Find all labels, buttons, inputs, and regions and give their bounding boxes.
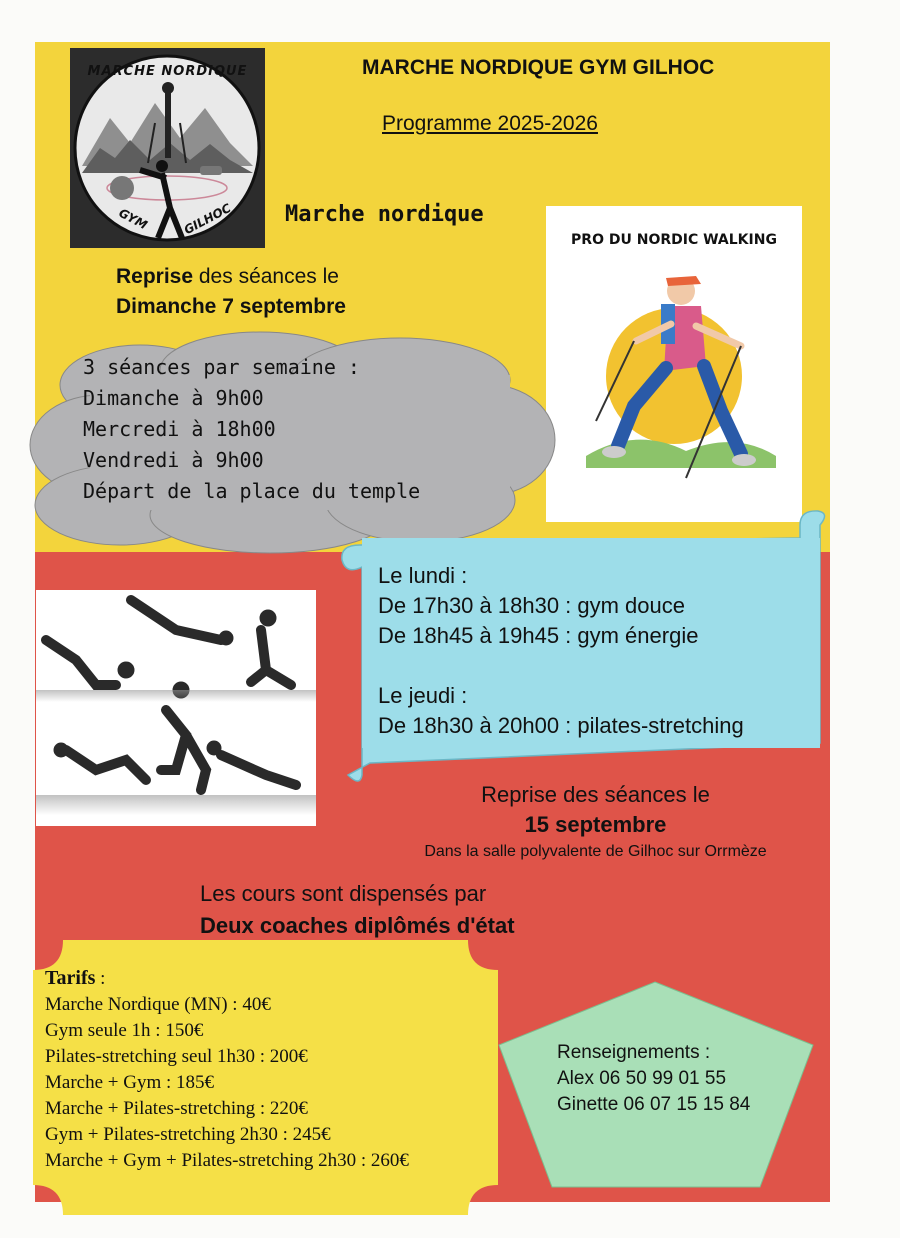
tarifs-list <box>45 965 409 1174</box>
nordic-reprise-block <box>116 262 346 322</box>
logo-gilhoc-text: GILHOC <box>181 200 234 238</box>
tarif-item: Gym + Pilates-stretching 2h30 : 245€ <box>45 1124 331 1145</box>
contact-heading: Renseignements : <box>557 1042 711 1063</box>
logo-gym-text: GYM <box>116 205 150 233</box>
nordic-walking-illustration <box>546 206 802 522</box>
nordic-walker-icon <box>546 206 802 522</box>
schedule-line: Dimanche à 9h00 <box>83 386 264 410</box>
gym-line: Le lundi : <box>378 563 468 588</box>
reprise-rest: des séances le <box>193 265 339 288</box>
club-logo <box>70 48 265 248</box>
tarifs-heading-suffix: : <box>95 968 106 989</box>
schedule-line: Départ de la place du temple <box>83 479 421 503</box>
gym-line: De 18h30 à 20h00 : pilates-stretching <box>378 713 744 738</box>
reprise-word: Reprise <box>116 265 194 288</box>
section-title-nordic: Marche nordique <box>285 202 484 227</box>
contact-phone: Ginette 06 07 15 15 84 <box>557 1094 751 1115</box>
gym-reprise-place: Dans la salle polyvalente de Gilhoc sur Orrmèze <box>424 843 767 860</box>
gym-reprise-line: Reprise des séances le <box>481 782 710 807</box>
nordic-reprise-date: Dimanche 7 septembre <box>116 295 346 318</box>
schedule-line: Mercredi à 18h00 <box>83 417 276 441</box>
illustration-caption: PRO DU NORDIC WALKING <box>571 232 777 248</box>
tarif-item: Pilates-stretching seul 1h30 : 200€ <box>45 1046 308 1067</box>
page-title: MARCHE NORDIQUE GYM GILHOC <box>362 56 715 79</box>
nordic-schedule <box>83 352 420 507</box>
tarif-item: Marche + Gym : 185€ <box>45 1072 215 1093</box>
contact-phone: Alex 06 50 99 01 55 <box>557 1068 727 1089</box>
logo-top-text: MARCHE NORDIQUE <box>87 64 248 79</box>
schedule-line: 3 séances par semaine : <box>83 355 360 379</box>
contact-block <box>557 1040 750 1118</box>
gym-line: De 18h45 à 19h45 : gym énergie <box>378 623 699 648</box>
tarifs-heading: Tarifs <box>45 967 96 989</box>
coaches-block <box>200 878 515 942</box>
tarif-item: Gym seule 1h : 150€ <box>45 1020 204 1041</box>
tarifs-heading-line <box>45 965 409 992</box>
gym-line: Le jeudi : <box>378 683 468 708</box>
coaches-line1: Les cours sont dispensés par <box>200 881 487 906</box>
tarif-item: Marche + Gym + Pilates-stretching 2h30 : 260€ <box>45 1150 409 1171</box>
gym-reprise-date: 15 septembre <box>524 812 667 837</box>
gym-line: De 17h30 à 18h30 : gym douce <box>378 593 686 618</box>
gym-line-spacer <box>378 651 744 681</box>
fitness-silhouettes-image <box>36 590 316 826</box>
coaches-line2: Deux coaches diplômés d'état <box>200 913 515 938</box>
programme-subtitle: Programme 2025-2026 <box>382 112 598 135</box>
nordic-reprise-line <box>116 262 346 292</box>
gym-reprise-block <box>368 780 823 864</box>
exercise-silhouettes-icon <box>36 590 316 826</box>
tarif-item: Marche Nordique (MN) : 40€ <box>45 994 271 1015</box>
schedule-line: Vendredi à 9h00 <box>83 448 264 472</box>
gym-schedule <box>378 561 744 741</box>
tarif-item: Marche + Pilates-stretching : 220€ <box>45 1098 308 1119</box>
